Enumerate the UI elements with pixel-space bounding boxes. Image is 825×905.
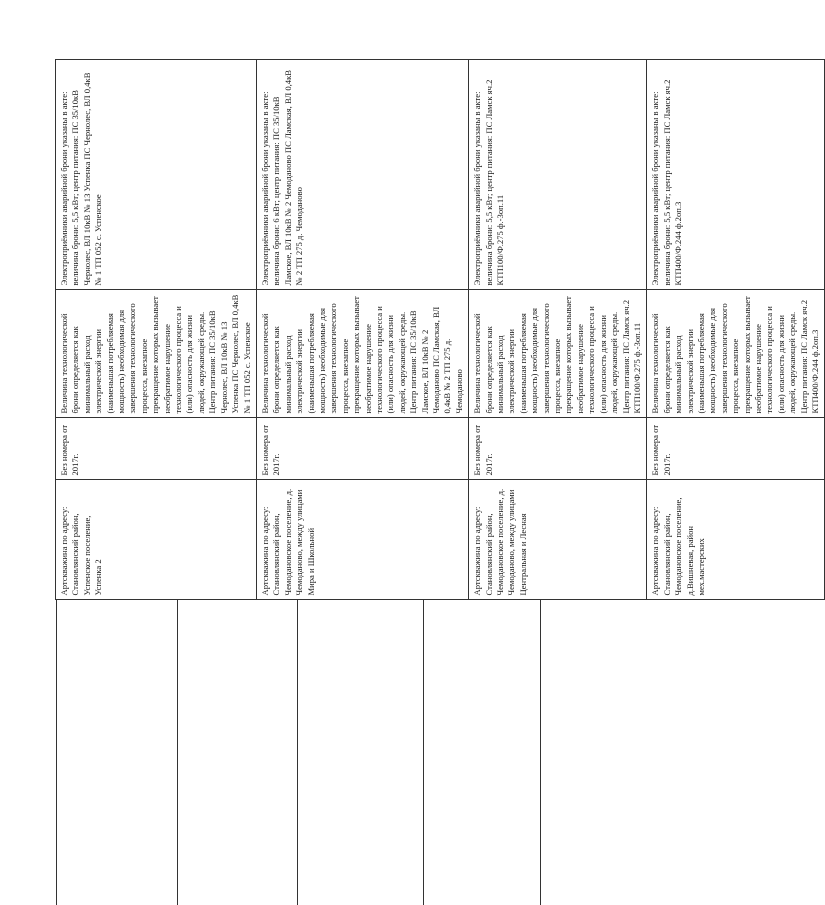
location-cell: Артскважина по адресу: Становлянский район, Успенское поселение, Успенка 2: [56, 480, 257, 600]
rotated-page: [55, 60, 820, 905]
location-cell: Артскважина по адресу: Становлянский район, Чемодановское поселение, д. Чемоданово, между улицами Центральная и Лесная: [469, 480, 647, 600]
note-cell: Электроприёмники аварийной брони указаны в акте: величина брони: 5,5 кВт; центр питания: ПС 35/10кВ Чернолес, ВЛ 10кВ № 13 Успенка ПС Чернолес, ВЛ 0,4кВ № 1 ТП 052 с. Успенское: [56, 60, 257, 290]
description-cell: Величина технологической брони определяется как минимальный расход электрической энергии (наименьшая потребляемая мощность) необходимые для завершения технологического процесса, внезапное прекращение которых вызывает необратимое нарушение технологического процесса и (или) опасность для жизни людей, окружающей среды. Центр питания: ПС 35/10кВ Ламское, ВЛ 10кВ № 2 Чемоданово ПС Ламская, ВЛ 0,4кВ № 2 ТП 275 д. Чемоданово: [256, 290, 468, 418]
description-cell: Величина технологической брони определяется как минимальный расход электрической энергии (наименьшая потребляемая мощность) необходимые для завершения технологического процесса, внезапное прекращение которых вызывает необратимое нарушение технологического процесса и (или) опасность для жизни людей, окружающей среды. Центр питания: ПС Ламск яч.2 КТП100/Ф.275 ф.-3оп.11: [469, 290, 647, 418]
location-cell: Артскважина по адресу: Становлянский район, Чемодановское поселение, д.Вишневая, район мех.мастерских: [647, 480, 825, 600]
note-cell: Электроприёмники аварийной брони указаны в акте: величина брони: 5,5 кВт; центр питания: ПС Ламск яч.2 КТП100/Ф.275 ф.-3оп.11: [469, 60, 647, 290]
blank-margin-area: [56, 600, 825, 905]
rule-line: [540, 601, 541, 905]
description-cell: Величина технологической брони определяется как минимальный расход электрической энергии (наименьшая потребляемая мощность) необходимые для завершения технологического процесса, внезапное прекращение которых вызывает необратимое нарушение технологического процесса и (или) опасность для жизни людей, окружающей среды. Центр питания: ПС Ламск яч.2 КТП400/Ф.244 ф.2оп.3: [647, 290, 825, 418]
table-row: [56, 60, 257, 905]
emergency-reserve-table: [55, 60, 825, 905]
rule-line: [297, 601, 298, 905]
rule-line: [56, 601, 57, 905]
note-cell: Электроприёмники аварийной брони указаны в акте: величина брони: 5,5 кВт; центр питания: ПС Ламск яч.2 КТП400/Ф.244 ф.2оп.3: [647, 60, 825, 290]
rule-line: [423, 601, 424, 905]
document-number-cell: Без номера от 2017г.: [469, 418, 647, 480]
document-number-cell: Без номера от 2017г.: [256, 418, 468, 480]
document-number-cell: Без номера от 2017г.: [647, 418, 825, 480]
rule-line: [177, 601, 178, 905]
note-cell: Электроприёмники аварийной брони указаны в акте: величина брони: 6 кВт; центр питания: ПС 35/10кВ Ламское, ВЛ 10кВ № 2 Чемоданово ПС Ламская, ВЛ 0,4кВ № 2 ТП 275 д. Чемоданово: [256, 60, 468, 290]
description-cell: Величина технологической брони определяется как минимальный расход электрической энергии (наименьшая потребляемая мощность) необходимая для завершения технологического процесса, внезапное прекращение которых вызывает необратимое нарушение технологического процесса и (или) опасность для жизни людей, окружающей среды. Центр питания: ПС 35/10кВ Чернолес, ВЛ 10кВ № 13 Успенка ПС Чернолес, ВЛ 0,4кВ № 1 ТП 052 с. Успенское: [56, 290, 257, 418]
document-number-cell: Без номера от 2017г.: [56, 418, 257, 480]
location-cell: Артскважина по адресу: Становлянский район, Чемодановское поселение, д. Чемоданово, между улицами Мира и Школьной: [256, 480, 468, 600]
